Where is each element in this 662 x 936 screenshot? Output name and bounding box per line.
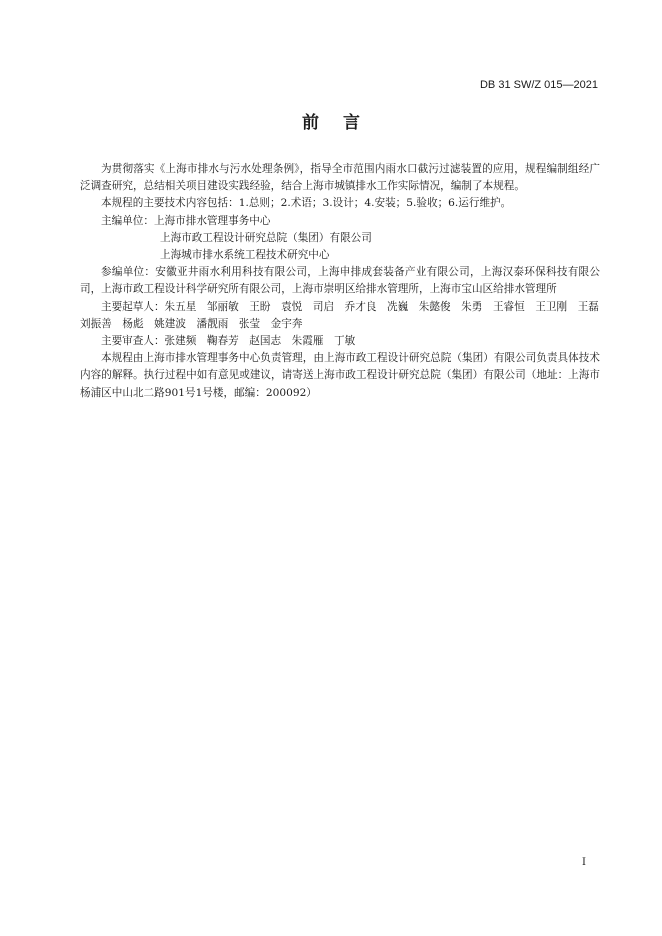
drafters-line: 刘振善 杨彪 姚建波 潘靓雨 张莹 金宇奔 <box>80 317 303 330</box>
page-title: 前言 <box>302 113 384 133</box>
page-number: I <box>582 857 586 868</box>
reviewers-line: 主要审查人：张建频 鞠春芳 赵国志 朱霞雁 丁敏 <box>101 335 356 348</box>
management-paragraph: 本规程由上海市排水管理事务中心负责管理，由上海市政工程设计研究总院（集团）有限公司负责具体技术内容的解释。执行过程中如有意见或建议，请寄送上海市政工程设计研究总院（集团）有限公司（地址：上海市杨浦区中山北二路901号1号楼，邮编：200092） <box>80 352 600 399</box>
intro-paragraph: 为贯彻落实《上海市排水与污水处理条例》，指导全市范围内雨水口截污过滤装置的应用，规程编制组经广泛调查研究，总结相关项目建设实践经验，结合上海市城镇排水工作实际情况，编制了本规程。 <box>80 163 600 193</box>
chief-unit-line: 主编单位：上海市排水管理事务中心 <box>101 214 271 227</box>
technical-contents-paragraph: 本规程的主要技术内容包括：1.总则；2.术语；3.设计；4.安装；5.验收；6.运行维护。 <box>101 197 512 210</box>
foreword-body <box>80 161 600 402</box>
participating-units-paragraph: 参编单位：安徽亚井雨水利用科技有限公司，上海申排成套装备产业有限公司，上海汉泰环保科技有限公司，上海市政工程设计科学研究所有限公司，上海市崇明区给排水管理所，上海市宝山区给排水管理所 <box>80 266 600 296</box>
drafters-line: 主要起草人：朱五星 邹丽敏 王盼 袁悦 司启 乔才良 冼巍 朱懿俊 朱勇 王睿恒 王卫刚 王磊 <box>101 300 599 313</box>
chief-unit-line: 上海城市排水系统工程技术研究中心 <box>160 249 330 262</box>
chief-unit-line: 上海市政工程设计研究总院（集团）有限公司 <box>160 231 372 244</box>
standard-code: DB 31 SW/Z 015—2021 <box>479 79 598 91</box>
